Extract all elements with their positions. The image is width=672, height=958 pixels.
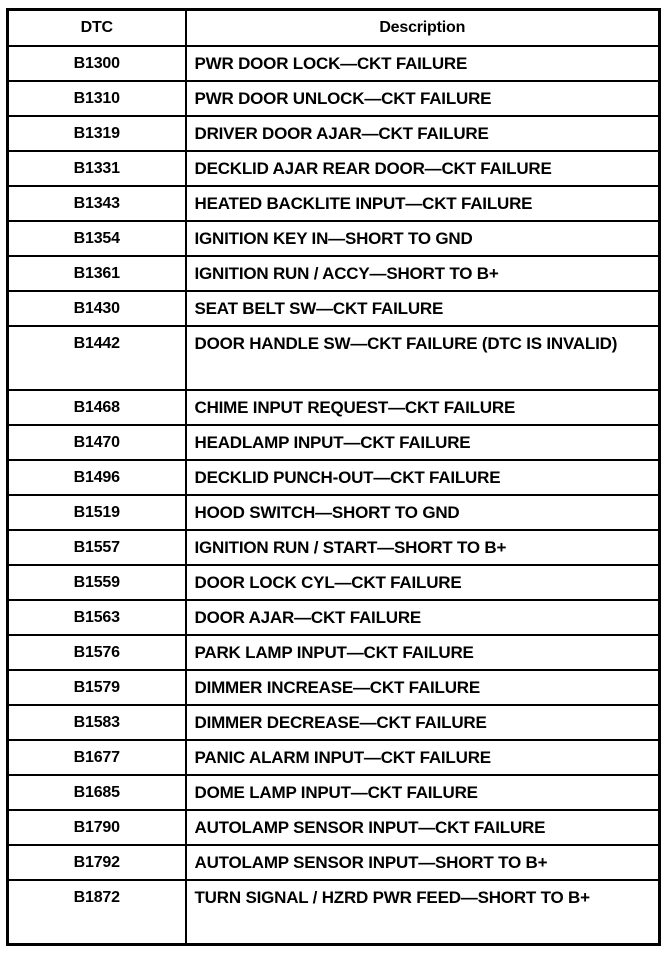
dtc-code: B1300 bbox=[8, 46, 186, 81]
table-row bbox=[8, 326, 660, 390]
dtc-description: DECKLID PUNCH-OUT—CKT FAILURE bbox=[186, 460, 660, 495]
table-row bbox=[8, 460, 660, 495]
table-row bbox=[8, 291, 660, 326]
dtc-description: DIMMER INCREASE—CKT FAILURE bbox=[186, 670, 660, 705]
table-row bbox=[8, 845, 660, 880]
dtc-code: B1310 bbox=[8, 81, 186, 116]
dtc-description: HEATED BACKLITE INPUT—CKT FAILURE bbox=[186, 186, 660, 221]
table-row bbox=[8, 495, 660, 530]
dtc-code: B1576 bbox=[8, 635, 186, 670]
dtc-code: B1583 bbox=[8, 705, 186, 740]
dtc-code: B1790 bbox=[8, 810, 186, 845]
table-row bbox=[8, 151, 660, 186]
table-row bbox=[8, 565, 660, 600]
table-row bbox=[8, 705, 660, 740]
dtc-code: B1496 bbox=[8, 460, 186, 495]
dtc-code: B1519 bbox=[8, 495, 186, 530]
dtc-description: DOOR AJAR—CKT FAILURE bbox=[186, 600, 660, 635]
dtc-description: PANIC ALARM INPUT—CKT FAILURE bbox=[186, 740, 660, 775]
dtc-code: B1579 bbox=[8, 670, 186, 705]
table-row bbox=[8, 740, 660, 775]
dtc-description: PWR DOOR LOCK—CKT FAILURE bbox=[186, 46, 660, 81]
table-row bbox=[8, 425, 660, 460]
dtc-code: B1343 bbox=[8, 186, 186, 221]
dtc-code: B1361 bbox=[8, 256, 186, 291]
dtc-description: HEADLAMP INPUT—CKT FAILURE bbox=[186, 425, 660, 460]
table-row bbox=[8, 880, 660, 945]
description-column-header: Description bbox=[186, 10, 660, 47]
table-row bbox=[8, 116, 660, 151]
table-body bbox=[8, 46, 660, 945]
table-row bbox=[8, 775, 660, 810]
dtc-description: DIMMER DECREASE—CKT FAILURE bbox=[186, 705, 660, 740]
dtc-table bbox=[6, 8, 661, 946]
dtc-description: AUTOLAMP SENSOR INPUT—SHORT TO B+ bbox=[186, 845, 660, 880]
table-row bbox=[8, 221, 660, 256]
dtc-description: DRIVER DOOR AJAR—CKT FAILURE bbox=[186, 116, 660, 151]
table-row bbox=[8, 600, 660, 635]
table-row bbox=[8, 635, 660, 670]
table-row bbox=[8, 530, 660, 565]
table-row bbox=[8, 810, 660, 845]
table-row bbox=[8, 390, 660, 425]
table-row bbox=[8, 81, 660, 116]
dtc-code: B1557 bbox=[8, 530, 186, 565]
dtc-code: B1354 bbox=[8, 221, 186, 256]
dtc-description: DOME LAMP INPUT—CKT FAILURE bbox=[186, 775, 660, 810]
dtc-code: B1331 bbox=[8, 151, 186, 186]
dtc-code: B1470 bbox=[8, 425, 186, 460]
dtc-description: HOOD SWITCH—SHORT TO GND bbox=[186, 495, 660, 530]
dtc-code: B1792 bbox=[8, 845, 186, 880]
dtc-code: B1430 bbox=[8, 291, 186, 326]
dtc-column-header: DTC bbox=[8, 10, 186, 47]
dtc-description: DECKLID AJAR REAR DOOR—CKT FAILURE bbox=[186, 151, 660, 186]
table-row bbox=[8, 670, 660, 705]
dtc-code: B1468 bbox=[8, 390, 186, 425]
dtc-description: IGNITION RUN / START—SHORT TO B+ bbox=[186, 530, 660, 565]
dtc-description: DOOR HANDLE SW—CKT FAILURE (DTC IS INVALID) bbox=[186, 326, 660, 390]
dtc-code: B1442 bbox=[8, 326, 186, 390]
dtc-code: B1685 bbox=[8, 775, 186, 810]
dtc-description: CHIME INPUT REQUEST—CKT FAILURE bbox=[186, 390, 660, 425]
table-row bbox=[8, 186, 660, 221]
dtc-description: TURN SIGNAL / HZRD PWR FEED—SHORT TO B+ bbox=[186, 880, 660, 945]
dtc-code: B1872 bbox=[8, 880, 186, 945]
dtc-description: IGNITION KEY IN—SHORT TO GND bbox=[186, 221, 660, 256]
dtc-description: PWR DOOR UNLOCK—CKT FAILURE bbox=[186, 81, 660, 116]
table-header bbox=[8, 10, 660, 47]
dtc-code: B1677 bbox=[8, 740, 186, 775]
dtc-description: DOOR LOCK CYL—CKT FAILURE bbox=[186, 565, 660, 600]
table-row bbox=[8, 256, 660, 291]
header-row bbox=[8, 10, 660, 47]
dtc-description: SEAT BELT SW—CKT FAILURE bbox=[186, 291, 660, 326]
dtc-code: B1563 bbox=[8, 600, 186, 635]
dtc-code: B1559 bbox=[8, 565, 186, 600]
dtc-description: IGNITION RUN / ACCY—SHORT TO B+ bbox=[186, 256, 660, 291]
table-row bbox=[8, 46, 660, 81]
dtc-code: B1319 bbox=[8, 116, 186, 151]
dtc-description: AUTOLAMP SENSOR INPUT—CKT FAILURE bbox=[186, 810, 660, 845]
dtc-description: PARK LAMP INPUT—CKT FAILURE bbox=[186, 635, 660, 670]
